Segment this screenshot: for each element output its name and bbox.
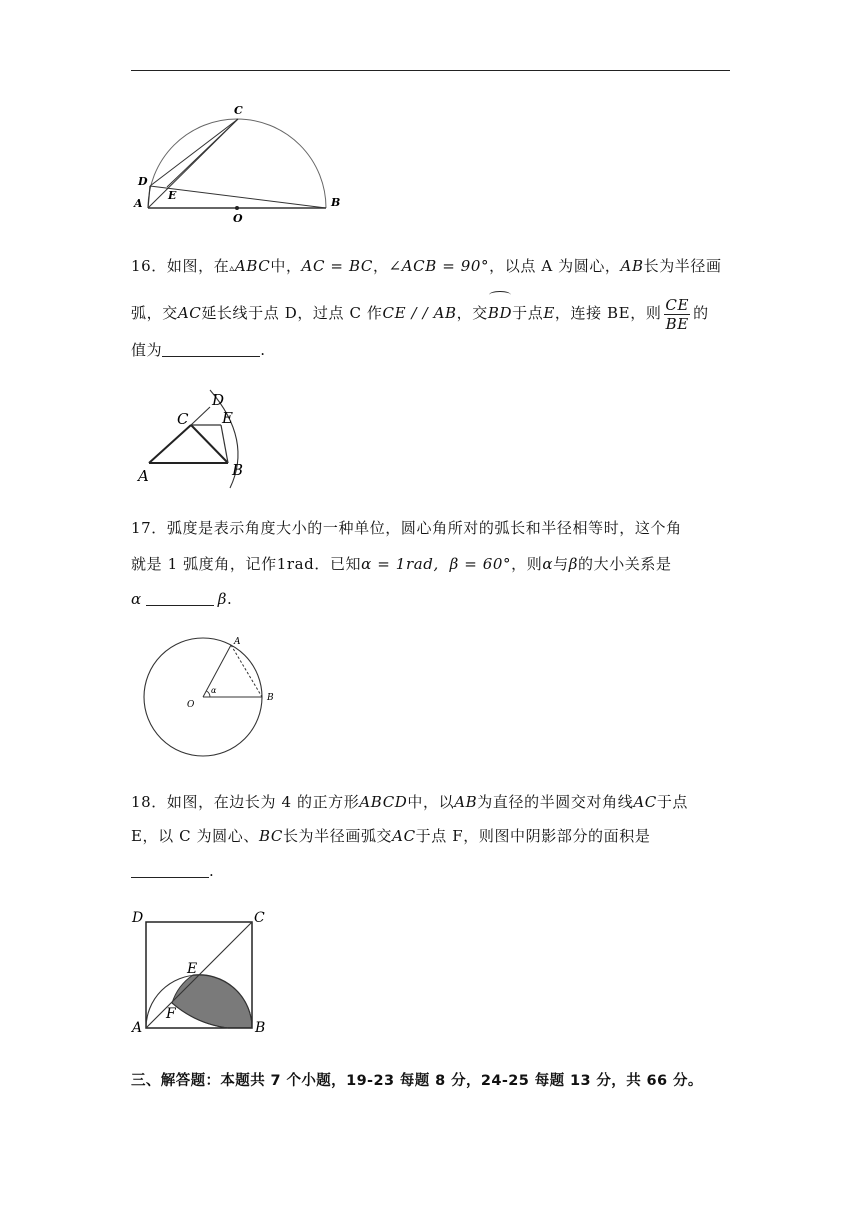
q17-line-1: 17．弧度是表示角度大小的一种单位，圆心角所对的弧长和半径相等时，这个角 bbox=[131, 519, 682, 537]
q15-label-d: D bbox=[138, 175, 148, 188]
q18-label-e: E bbox=[187, 961, 198, 977]
q16-label-d: D bbox=[212, 391, 225, 409]
q15-label-b: B bbox=[331, 196, 341, 209]
q16-label-a: A bbox=[138, 467, 149, 485]
q17-figure bbox=[140, 630, 285, 762]
q16-arc-bd: BD bbox=[488, 293, 512, 333]
q16-line-3: 值为 . bbox=[131, 341, 266, 359]
q15-figure bbox=[128, 100, 358, 225]
q18-answer-blank bbox=[131, 862, 209, 878]
q15-label-e: E bbox=[168, 189, 177, 202]
q18-line-3: . bbox=[131, 861, 731, 881]
q17-label-b: B bbox=[267, 693, 274, 703]
q16-label-b: B bbox=[232, 461, 244, 479]
q15-label-o: O bbox=[233, 212, 243, 225]
section-3-heading: 三、解答题：本题共 7 个小题，19-23 每题 8 分，24-25 每题 13 分，共 66 分。 bbox=[131, 1073, 703, 1089]
q17-answer-blank bbox=[146, 590, 214, 606]
q15-label-a: A bbox=[134, 197, 143, 210]
q16-answer-blank bbox=[162, 341, 260, 357]
q17-label-alpha: α bbox=[211, 686, 217, 695]
q18-shaded-region bbox=[172, 975, 252, 1028]
q16-line-2: 弧，交AC延长线于点 D，过点 C 作CE / / AB，交BD于点E，连接 BE，则 $\frac{CE}{BE}$ 的 bbox=[131, 293, 731, 333]
header-rule bbox=[131, 70, 730, 71]
q18-label-f: F bbox=[166, 1006, 176, 1022]
q16-fraction: $\frac{CE}{BE}$ bbox=[665, 295, 690, 333]
q16-line-1: 16．如图，在▵ABC中，AC = BC，∠ACB = 90°，以点 A 为圆心，AB长为半径画 bbox=[131, 257, 722, 275]
q18-line-1: 18．如图，在边长为 4 的正方形ABCD中，以AB为直径的半圆交对角线AC于点 bbox=[131, 793, 689, 811]
q16-label-e: E bbox=[222, 409, 233, 427]
q16-label-c: C bbox=[177, 410, 189, 428]
q18-figure bbox=[128, 905, 273, 1035]
q17-label-a: A bbox=[234, 637, 241, 647]
q18-label-d: D bbox=[132, 910, 144, 926]
q17-line-2: 就是 1 弧度角，记作1rad．已知α = 1rad, β = 60°，则α与β的大小关系是 bbox=[131, 555, 672, 573]
q18-line-2: E，以 C 为圆心、BC长为半径画弧交AC于点 F，则图中阴影部分的面积是 bbox=[131, 827, 651, 845]
q15-label-c: C bbox=[234, 104, 243, 117]
q18-label-c: C bbox=[254, 910, 265, 926]
q16-figure bbox=[130, 385, 265, 490]
q17-label-o: O bbox=[187, 700, 195, 710]
q18-label-a: A bbox=[132, 1020, 143, 1035]
q17-line-3: α β. bbox=[131, 590, 233, 608]
q18-label-b: B bbox=[255, 1020, 266, 1035]
